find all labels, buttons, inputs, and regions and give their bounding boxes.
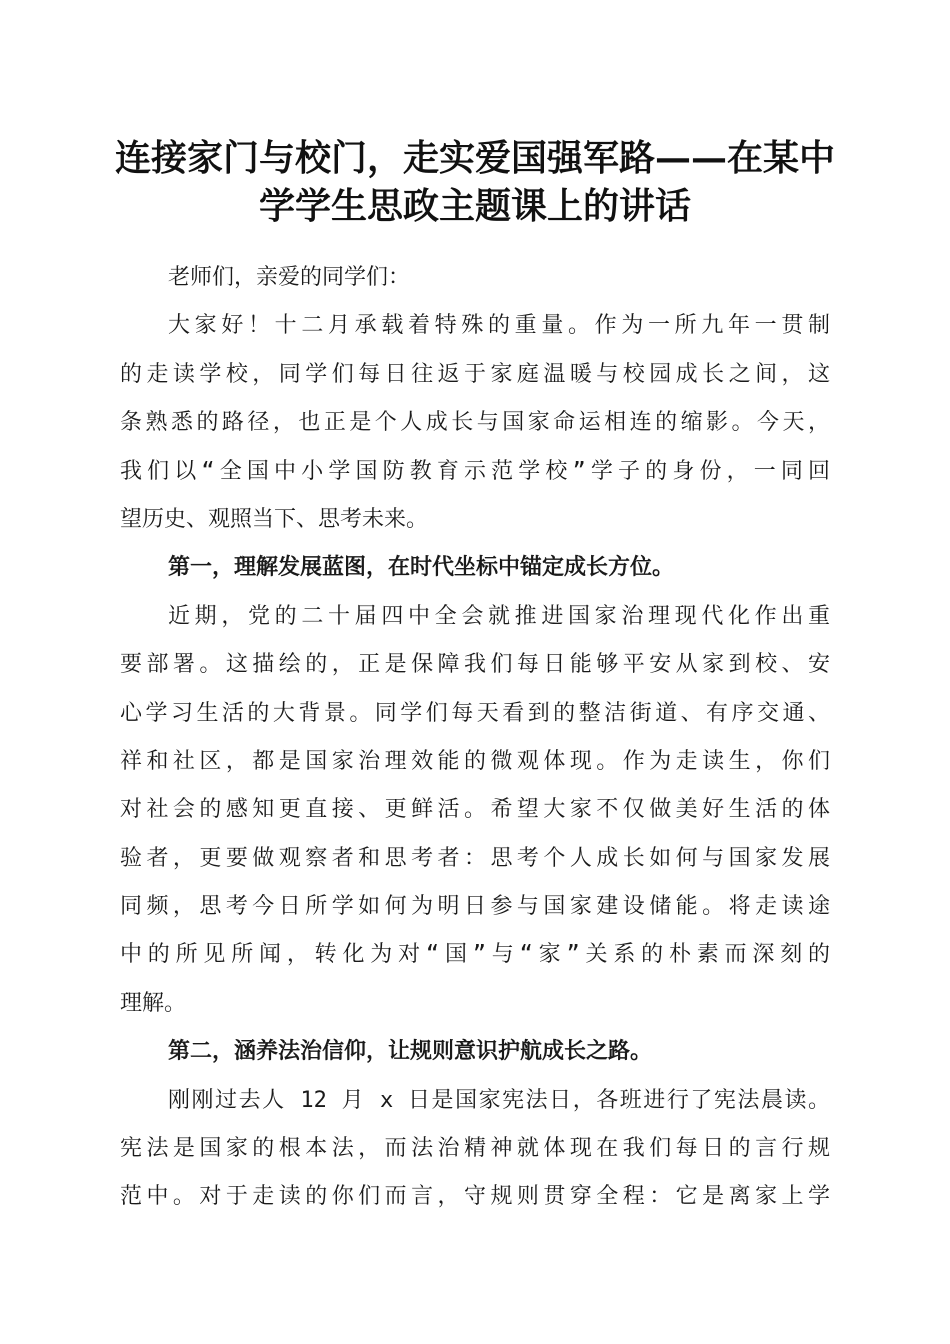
paragraph-line: 范中。对于走读的你们而言，守规则贯穿全程：它是离家上学 xyxy=(120,1184,830,1210)
section-heading-2: 第二，涵养法治信仰，让规则意识护航成长之路。 xyxy=(168,1039,653,1065)
document-title-line-1: 连接家门与校门，走实爱国强军路——在某中 xyxy=(114,137,835,179)
paragraph-line: 理解。 xyxy=(120,990,187,1016)
paragraph-line: 对社会的感知更直接、更鲜活。希望大家不仅做美好生活的体 xyxy=(120,797,830,823)
document-title-line-2: 学学生思政主题课上的讲话 xyxy=(258,185,691,227)
paragraph-line: 我们以“全国中小学国防教育示范学校”学子的身份，一同回 xyxy=(120,458,830,484)
document-body xyxy=(120,254,830,1222)
paragraph-line: 刚刚过去人 12 月 x 日是国家宪法日，各班进行了宪法晨读。 xyxy=(168,1087,830,1113)
paragraph-line: 同频，思考今日所学如何为明日参与国家建设储能。将走读途 xyxy=(120,894,830,920)
paragraph-line: 望历史、观照当下、思考未来。 xyxy=(120,506,429,532)
paragraph-line: 中的所见所闻，转化为对“国”与“家”关系的朴素而深刻的 xyxy=(120,942,830,968)
paragraph-line: 条熟悉的路径，也正是个人成长与国家命运相连的缩影。今天， xyxy=(120,410,830,436)
paragraph-line: 心学习生活的大背景。同学们每天看到的整洁街道、有序交通、 xyxy=(120,700,830,726)
paragraph-line: 宪法是国家的根本法，而法治精神就体现在我们每日的言行规 xyxy=(120,1136,830,1162)
paragraph-line: 的走读学校，同学们每日往返于家庭温暖与校园成长之间，这 xyxy=(120,361,830,387)
paragraph-line: 祥和社区，都是国家治理效能的微观体现。作为走读生，你们 xyxy=(120,748,830,774)
paragraph-line: 近期，党的二十届四中全会就推进国家治理现代化作出重 xyxy=(168,603,830,629)
paragraph-line: 要部署。这描绘的，正是保障我们每日能够平安从家到校、安 xyxy=(120,652,830,678)
paragraph-line: 验者，更要做观察者和思考者：思考个人成长如何与国家发展 xyxy=(120,845,830,871)
paragraph-line: 大家好！十二月承载着特殊的重量。作为一所九年一贯制 xyxy=(168,313,830,339)
section-heading-1: 第一，理解发展蓝图，在时代坐标中锚定成长方位。 xyxy=(168,555,675,581)
salutation: 老师们，亲爱的同学们： xyxy=(168,265,411,290)
